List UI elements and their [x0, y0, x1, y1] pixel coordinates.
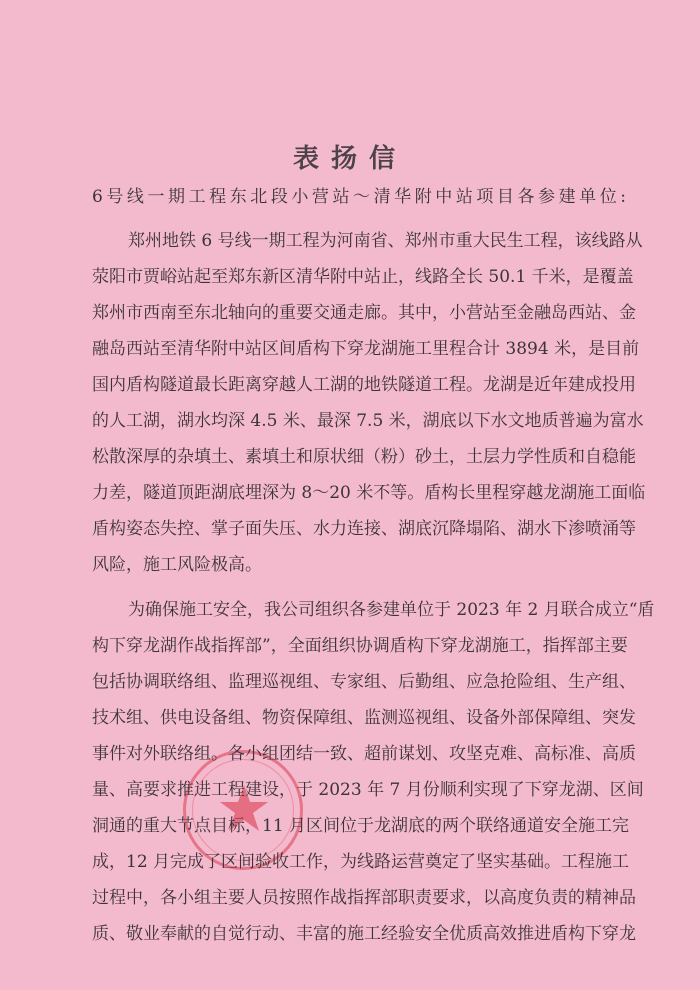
text-line: 国内盾构隧道最长距离穿越人工湖的地铁隧道工程。龙湖是近年建成投用	[92, 375, 636, 395]
text-line: 构下穿龙湖作战指挥部”，全面组织协调盾构下穿龙湖施工，指挥部主要	[92, 636, 628, 656]
text-line: 松散深厚的杂填土、素填土和原状细（粉）砂土，土层力学性质和自稳能	[92, 447, 636, 467]
text-line: 技术组、供电设备组、物资保障组、监测巡视组、设备外部保障组、突发	[92, 708, 636, 728]
text-line: 风险，施工风险极高。	[92, 555, 262, 575]
salutation: 6号线一期工程东北段小营站～清华附中站项目各参建单位:	[92, 187, 626, 207]
text-line: 成，12 月完成了区间验收工作，为线路运营奠定了坚实基础。工程施工	[92, 852, 630, 872]
text-line: 事件对外联络组。各小组团结一致、超前谋划、攻坚克难、高标准、高质	[92, 744, 636, 764]
text-line: 为确保施工安全，我公司组织各参建单位于 2023 年 2 月联合成立“盾	[128, 600, 655, 620]
text-line: 融岛西站至清华附中站区间盾构下穿龙湖施工里程合计 3894 米，是目前	[92, 339, 640, 359]
text-line: 力差，隧道顶距湖底埋深为 8～20 米不等。盾构长里程穿越龙湖施工面临	[92, 483, 646, 503]
text-line: 郑州地铁 6 号线一期工程为河南省、郑州市重大民生工程，该线路从	[128, 231, 643, 251]
text-line: 荥阳市贾峪站起至郑东新区清华附中站止，线路全长 50.1 千米，是覆盖	[92, 267, 634, 287]
text-line: 量、高要求推进工程建设，于 2023 年 7 月份顺利实现了下穿龙湖、区间	[92, 780, 644, 800]
text-line: 洞通的重大节点目标，11 月区间位于龙湖底的两个联络通道安全施工完	[92, 816, 630, 836]
text-line: 盾构姿态失控、掌子面失压、水力连接、湖底沉降塌陷、湖水下渗喷涌等	[92, 519, 636, 539]
text-line: 包括协调联络组、监理巡视组、专家组、后勤组、应急抢险组、生产组、	[92, 672, 636, 692]
text-line: 质、敬业奉献的自觉行动、丰富的施工经验安全优质高效推进盾构下穿龙	[92, 924, 636, 944]
letter-title: 表扬信	[292, 144, 407, 174]
text-line: 过程中，各小组主要人员按照作战指挥部职责要求，以高度负责的精神品	[92, 888, 636, 908]
text-line: 郑州市西南至东北轴向的重要交通走廊。其中，小营站至金融岛西站、金	[92, 303, 636, 323]
text-line: 的人工湖，湖水均深 4.5 米、最深 7.5 米，湖底以下水文地质普遍为富水	[92, 411, 644, 431]
